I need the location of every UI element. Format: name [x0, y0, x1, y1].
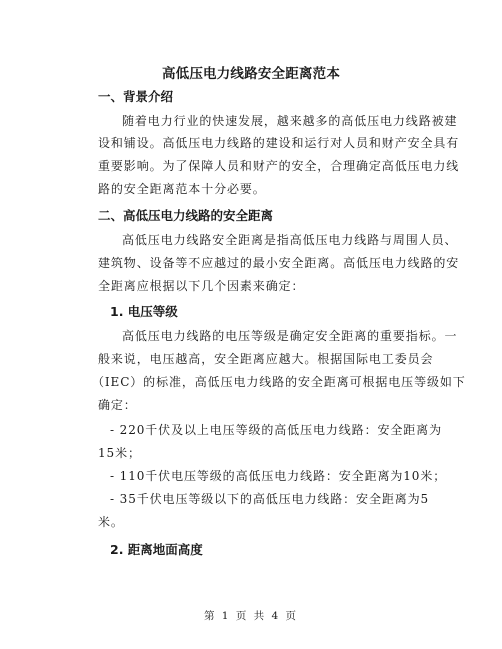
list-item-continuation: 米。	[98, 515, 124, 529]
page-footer: 第 1 页 共 4 页	[203, 610, 299, 622]
section1-heading: 一、背景介绍	[98, 89, 174, 104]
section2-heading: 二、高低压电力线路的安全距离	[98, 208, 274, 223]
section1-line: 路的安全距离范本十分必要。	[98, 182, 266, 196]
section1-line: 设和铺设。高低压电力线路的建设和运行对人员和财产安全具有	[98, 136, 460, 150]
subsection1-line: 确定：	[98, 398, 137, 412]
list-item: - 35千伏电压等级以下的高低压电力线路：安全距离为5	[110, 492, 430, 506]
section2-line: 全距离应根据以下几个因素来确定：	[98, 279, 305, 293]
subsection1-line: （IEC）的标准，高低压电力线路的安全距离可根据电压等级如下	[92, 375, 466, 389]
list-item: - 110千伏电压等级的高低压电力线路：安全距离为10米；	[110, 469, 447, 483]
subsection1-line: 高低压电力线路的电压等级是确定安全距离的重要指标。一	[122, 329, 458, 343]
document-title: 高低压电力线路安全距离范本	[161, 66, 341, 82]
subsection1-heading: 1. 电压等级	[110, 304, 178, 319]
subsection2-heading: 2. 距离地面高度	[110, 542, 203, 557]
section1-line: 重要影响。为了保障人员和财产的安全，合理确定高低压电力线	[98, 159, 460, 173]
list-item-continuation: 15米；	[98, 446, 141, 460]
section1-line: 随着电力行业的快速发展，越来越多的高低压电力线路被建	[122, 114, 458, 128]
section2-line: 高低压电力线路安全距离是指高低压电力线路与周围人员、	[122, 233, 458, 247]
list-item: - 220千伏及以上电压等级的高低压电力线路：安全距离为	[110, 423, 442, 437]
subsection1-line: 般来说，电压越高，安全距离应越大。根据国际电工委员会	[98, 352, 434, 366]
section2-line: 建筑物、设备等不应越过的最小安全距离。高低压电力线路的安	[98, 256, 460, 270]
